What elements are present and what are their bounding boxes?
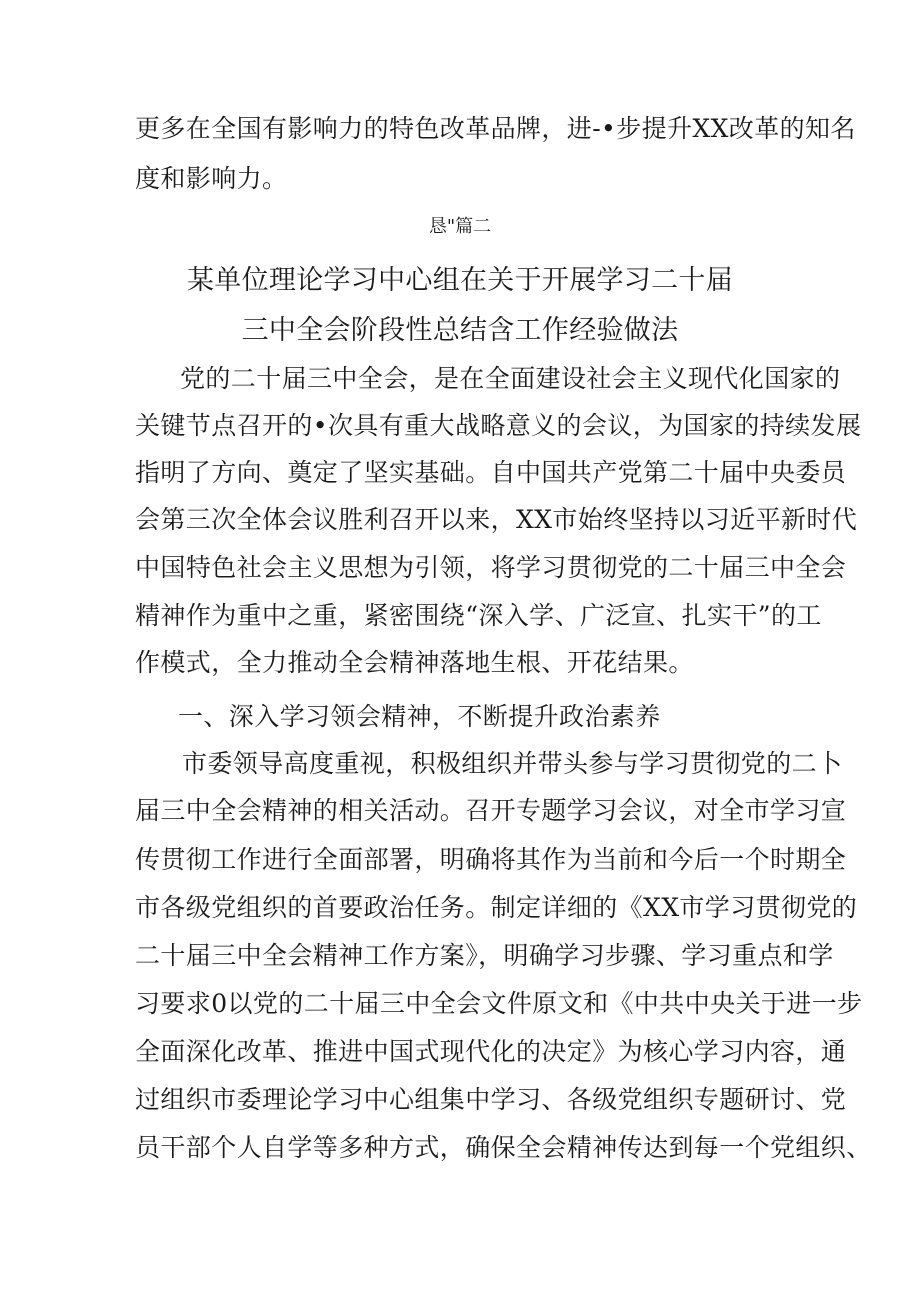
para1-line-5: 中国特色社会主义思想为引领，将学习贯彻党的二十届三中全会	[135, 553, 847, 582]
para1-line-3: 指明了方向、奠定了坚实基础。自中国共产党第二十届中央委员	[135, 458, 847, 487]
para2-line-2: 届三中全会精神的相关活动。召开专题学习会议，对全市学习宣	[135, 796, 847, 825]
para2-line-5: 二十届三中全会精神工作方案》，明确学习步骤、学习重点和学	[135, 941, 834, 970]
para1-line-6: 精神作为重中之重，紧密围绕“深入学、广泛宣、扎实干”的工	[135, 601, 822, 630]
para2-line-3: 传贯彻工作进行全面部署，明确将其作为当前和今后一个时期全	[135, 845, 847, 874]
para1-line-4: 会第三次全体会议胜利召开以来，XX市始终坚持以习近平新时代	[135, 505, 858, 534]
section-1-heading: 一、深入学习领会精神，不断提升政治素养	[178, 702, 661, 731]
para1-line-2: 关键节点召开的•次具有重大战略意义的会议，为国家的持续发展	[135, 411, 862, 440]
para2-line-7: 全面深化改革、推进中国式现代化的决定》为核心学习内容，通	[135, 1037, 847, 1066]
para1-line-7: 作模式，全力推动全会精神落地生根、开花结果。	[135, 648, 694, 677]
section-marker: 恳"篇二	[428, 216, 492, 237]
para1-line-1: 党的二十届三中全会，是在全面建设社会主义现代化国家的	[180, 364, 841, 393]
intro-line-2: 度和影响力。	[135, 164, 288, 193]
para2-line-8: 过组织市委理论学习中心组集中学习、各级党组织专题研讨、党	[135, 1085, 847, 1114]
para2-line-9: 员干部个人自学等多种方式，确保全会精神传达到每一个党组织、	[135, 1133, 872, 1162]
para2-line-4: 市各级党组织的首要政治任务。制定详细的《XX市学习贯彻党的	[135, 893, 858, 922]
intro-line-1: 更多在全国有影响力的特色改革品牌，进-•步提升XX改革的知名	[135, 114, 856, 143]
para2-line-1: 市委领导高度重视，积极组织并带头参与学习贯彻党的二卜	[182, 749, 843, 778]
title-line-2: 三中全会阶段性总结含工作经验做法	[241, 315, 679, 346]
title-line-1: 某单位理论学习中心组在关于开展学习二十届	[187, 265, 733, 296]
para2-line-6: 习要求0以党的二十届三中全会文件原文和《中共中央关于进一步	[135, 989, 863, 1018]
